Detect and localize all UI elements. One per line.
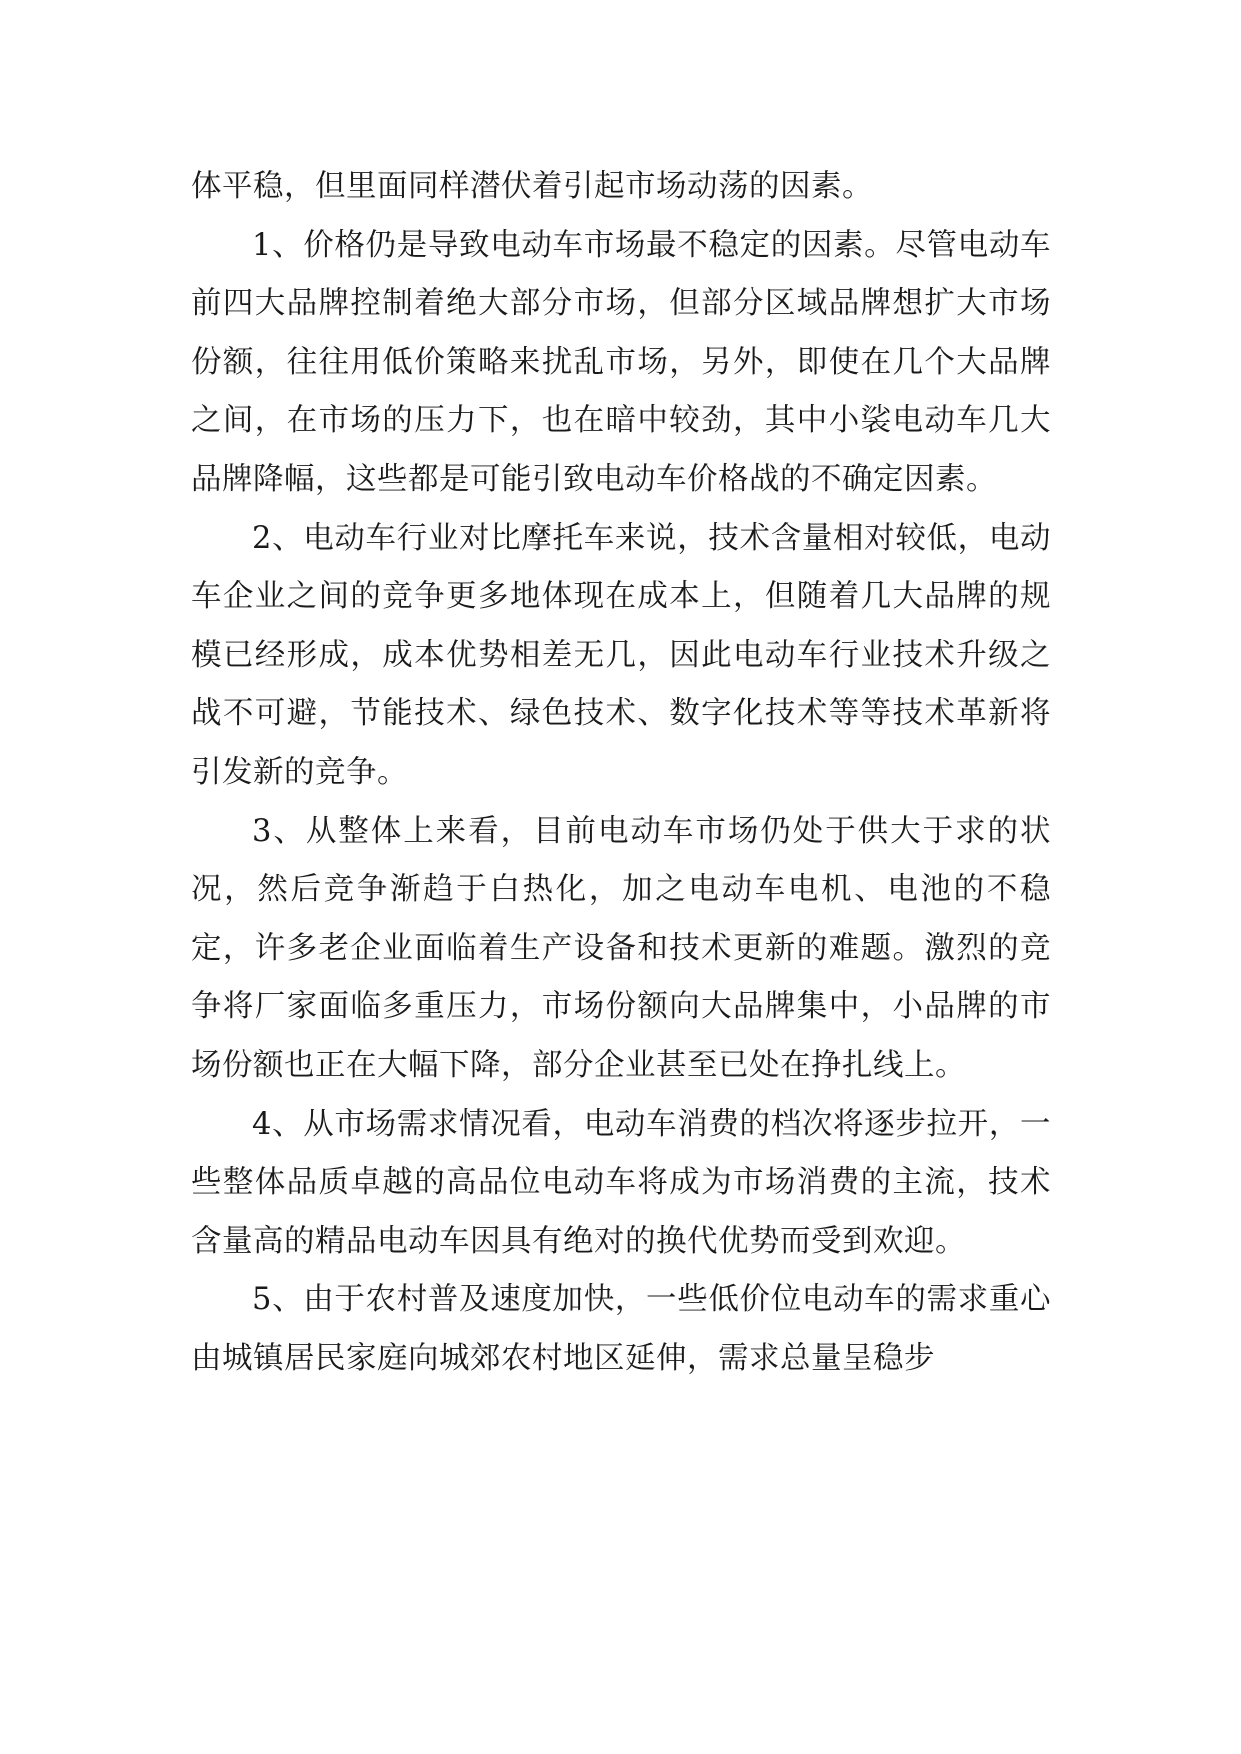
- document-body: [191, 158, 1051, 1388]
- paragraph-continuation: 体平稳，但里面同样潜伏着引起市场动荡的因素。: [191, 169, 873, 204]
- paragraph-point-1: 1、价格仍是导致电动车市场最不稳定的因素。尽管电动车前四大品牌控制着绝大部分市场，但部分区域品牌想扩大市场份额，往往用低价策略来扰乱市场，另外，即使在几个大品牌之间，在市场的压力下，也在暗中较劲，其中小裟电动车几大品牌降幅，这些都是可能引致电动车价格战的不确定因素。: [191, 227, 1051, 497]
- paragraph-point-5: 5、由于农村普及速度加快，一些低价位电动车的需求重心由城镇居民家庭向城郊农村地区延伸，需求总量呈稳步: [191, 1282, 1051, 1376]
- paragraph-point-4: 4、从市场需求情况看，电动车消费的档次将逐步拉开，一些整体品质卓越的高品位电动车将成为市场消费的主流，技术含量高的精品电动车因具有绝对的换代优势而受到欢迎。: [191, 1106, 1051, 1259]
- paragraph-point-2: 2、电动车行业对比摩托车来说，技术含量相对较低，电动车企业之间的竞争更多地体现在成本上，但随着几大品牌的规模已经形成，成本优势相差无几，因此电动车行业技术升级之战不可避，节能技术、绿色技术、数字化技术等等技术革新将引发新的竞争。: [191, 520, 1051, 790]
- paragraph-point-3: 3、从整体上来看，目前电动车市场仍处于供大于求的状况，然后竞争渐趋于白热化，加之电动车电机、电池的不稳定，许多老企业面临着生产设备和技术更新的难题。激烈的竞争将厂家面临多重压力，市场份额向大品牌集中，小品牌的市场份额也正在大幅下降，部分企业甚至已处在挣扎线上。: [191, 813, 1051, 1083]
